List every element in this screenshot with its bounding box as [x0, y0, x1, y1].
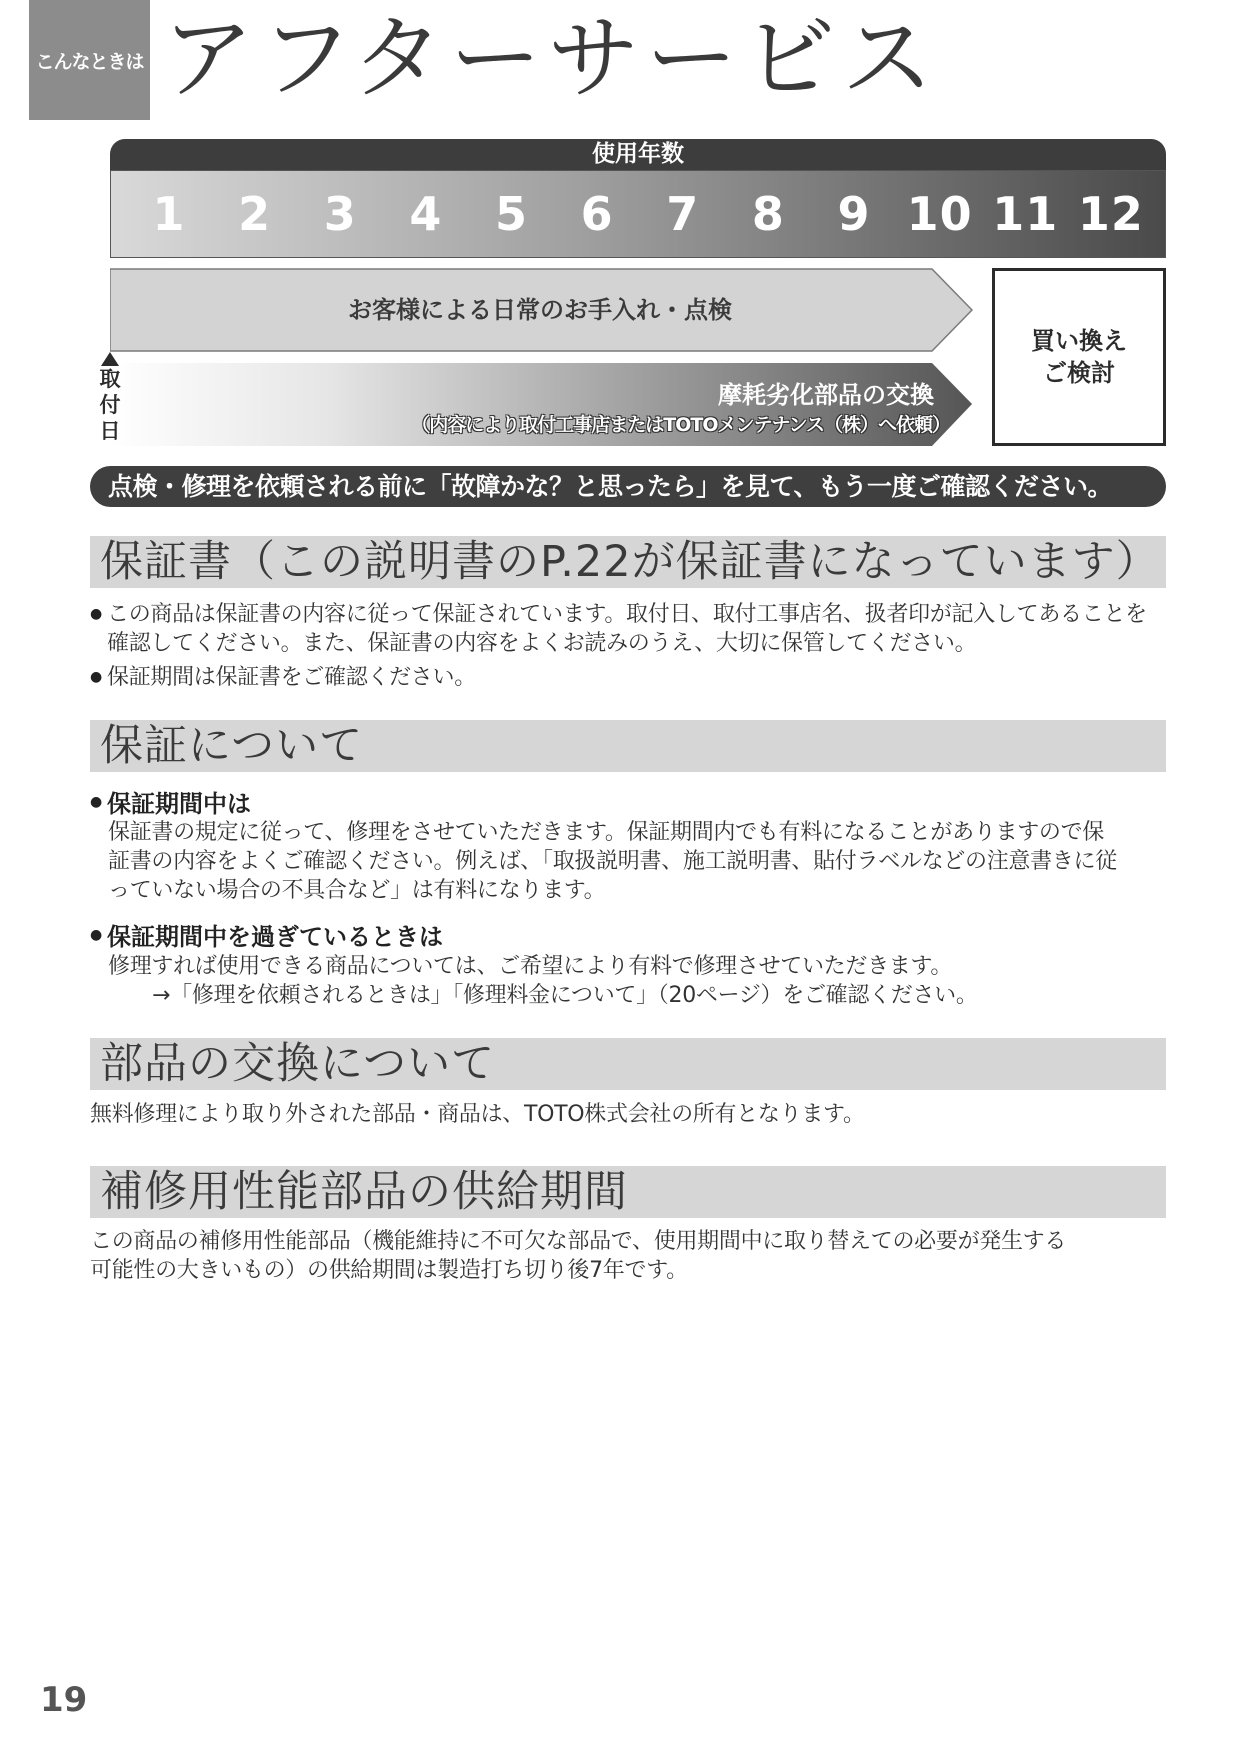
- year-5: 5: [494, 187, 528, 241]
- parts-replacement-label: 摩耗劣化部品の交換: [718, 381, 934, 409]
- bullet-icon: ●: [90, 606, 103, 622]
- years-row: [110, 170, 1166, 258]
- parts-exchange-text: 無料修理により取り外された部品・商品は、TOTO株式会社の所有となります。: [90, 1102, 865, 1127]
- after-period-line-2: →「修理を依頼されるときは」「修理料金について」（20ページ）をご確認ください。: [152, 983, 978, 1008]
- bullet-icon: ●: [90, 926, 103, 943]
- year-2: 2: [238, 187, 272, 241]
- install-date-marker: [98, 352, 122, 444]
- bullet-icon: ●: [90, 669, 103, 685]
- warranty-heading: 保証について: [90, 720, 1166, 772]
- replacement-box: [992, 268, 1166, 446]
- year-6: 6: [580, 187, 614, 241]
- supply-period-line-1: この商品の補修用性能部品（機能維持に不可欠な部品で、使用期間中に取り替えての必要が発生する: [90, 1229, 1067, 1254]
- page-title: アフターサービス: [162, 5, 940, 112]
- year-9: 9: [837, 187, 871, 241]
- year-10: 10: [906, 187, 973, 241]
- in-period-body: [108, 818, 1168, 905]
- parts-replacement-note: （内容により取付工事店またはTOTOメンテナンス（株）へ依頼）: [411, 414, 950, 436]
- section-tag-label: こんなときは: [35, 50, 144, 73]
- warranty-card-bullet-1-line-2: 確認してください。また、保証書の内容をよくお読みのうえ、大切に保管してください。: [107, 631, 977, 656]
- warranty-card-bullet-1: [90, 600, 1170, 658]
- after-period-line-1: 修理すれば使用できる商品については、ご希望により有料で修理させていただきます。: [108, 954, 953, 979]
- in-period-line-2: 証書の内容をよくご確認ください。例えば、「取扱説明書、施工説明書、貼付ラベルなどの注意書きに従: [108, 849, 1117, 874]
- notice-banner: 点検・修理を依頼される前に「故障かな？と思ったら」を見て、もう一度ご確認ください。: [90, 466, 1166, 507]
- year-4: 4: [409, 187, 443, 241]
- supply-period-line-2: 可能性の大きいもの）の供給期間は製造打ち切り後7年です。: [90, 1258, 688, 1283]
- year-3: 3: [323, 187, 357, 241]
- in-period-title-text: 保証期間中は: [107, 790, 251, 818]
- install-date-char-1: 取: [99, 367, 121, 391]
- daily-care-label: お客様による日常のお手入れ・点検: [348, 296, 732, 324]
- supply-period-heading: 補修用性能部品の供給期間: [90, 1166, 1166, 1218]
- after-period-title: [90, 917, 443, 952]
- section-tag: [29, 0, 150, 120]
- years-header: 使用年数: [110, 139, 1166, 170]
- warranty-card-bullet-2-text: 保証期間は保証書をご確認ください。: [107, 665, 476, 690]
- after-period-title-text: 保証期間中を過ぎているときは: [107, 923, 443, 951]
- warranty-card-bullet-1-line-1: この商品は保証書の内容に従って保証されています。取付日、取付工事店名、扱者印が記入してあることを: [107, 602, 1147, 627]
- in-period-title: [90, 784, 251, 819]
- page-number: 19: [40, 1680, 88, 1720]
- in-period-line-1: 保証書の規定に従って、修理をさせていただきます。保証期間内でも有料になることがありますので保: [108, 820, 1105, 845]
- replacement-line-1: 買い換え: [1031, 327, 1127, 355]
- up-triangle-icon: [101, 352, 119, 366]
- warranty-card-bullet-2: [90, 663, 1170, 692]
- year-8: 8: [751, 187, 785, 241]
- after-period-body: [108, 952, 1168, 1010]
- warranty-card-heading: 保証書（この説明書のP.22が保証書になっています）: [90, 536, 1166, 588]
- install-date-char-3: 日: [99, 419, 121, 443]
- in-period-line-3: っていない場合の不具合など」は有料になります。: [108, 878, 606, 903]
- install-date-char-2: 付: [99, 393, 121, 417]
- year-7: 7: [666, 187, 700, 241]
- year-11: 11: [992, 187, 1059, 241]
- replacement-line-2: ご検討: [1043, 359, 1115, 387]
- bullet-icon: ●: [90, 793, 103, 810]
- supply-period-body: [90, 1227, 1170, 1285]
- year-12: 12: [1077, 187, 1144, 241]
- year-1: 1: [152, 187, 186, 241]
- parts-exchange-heading: 部品の交換について: [90, 1038, 1166, 1090]
